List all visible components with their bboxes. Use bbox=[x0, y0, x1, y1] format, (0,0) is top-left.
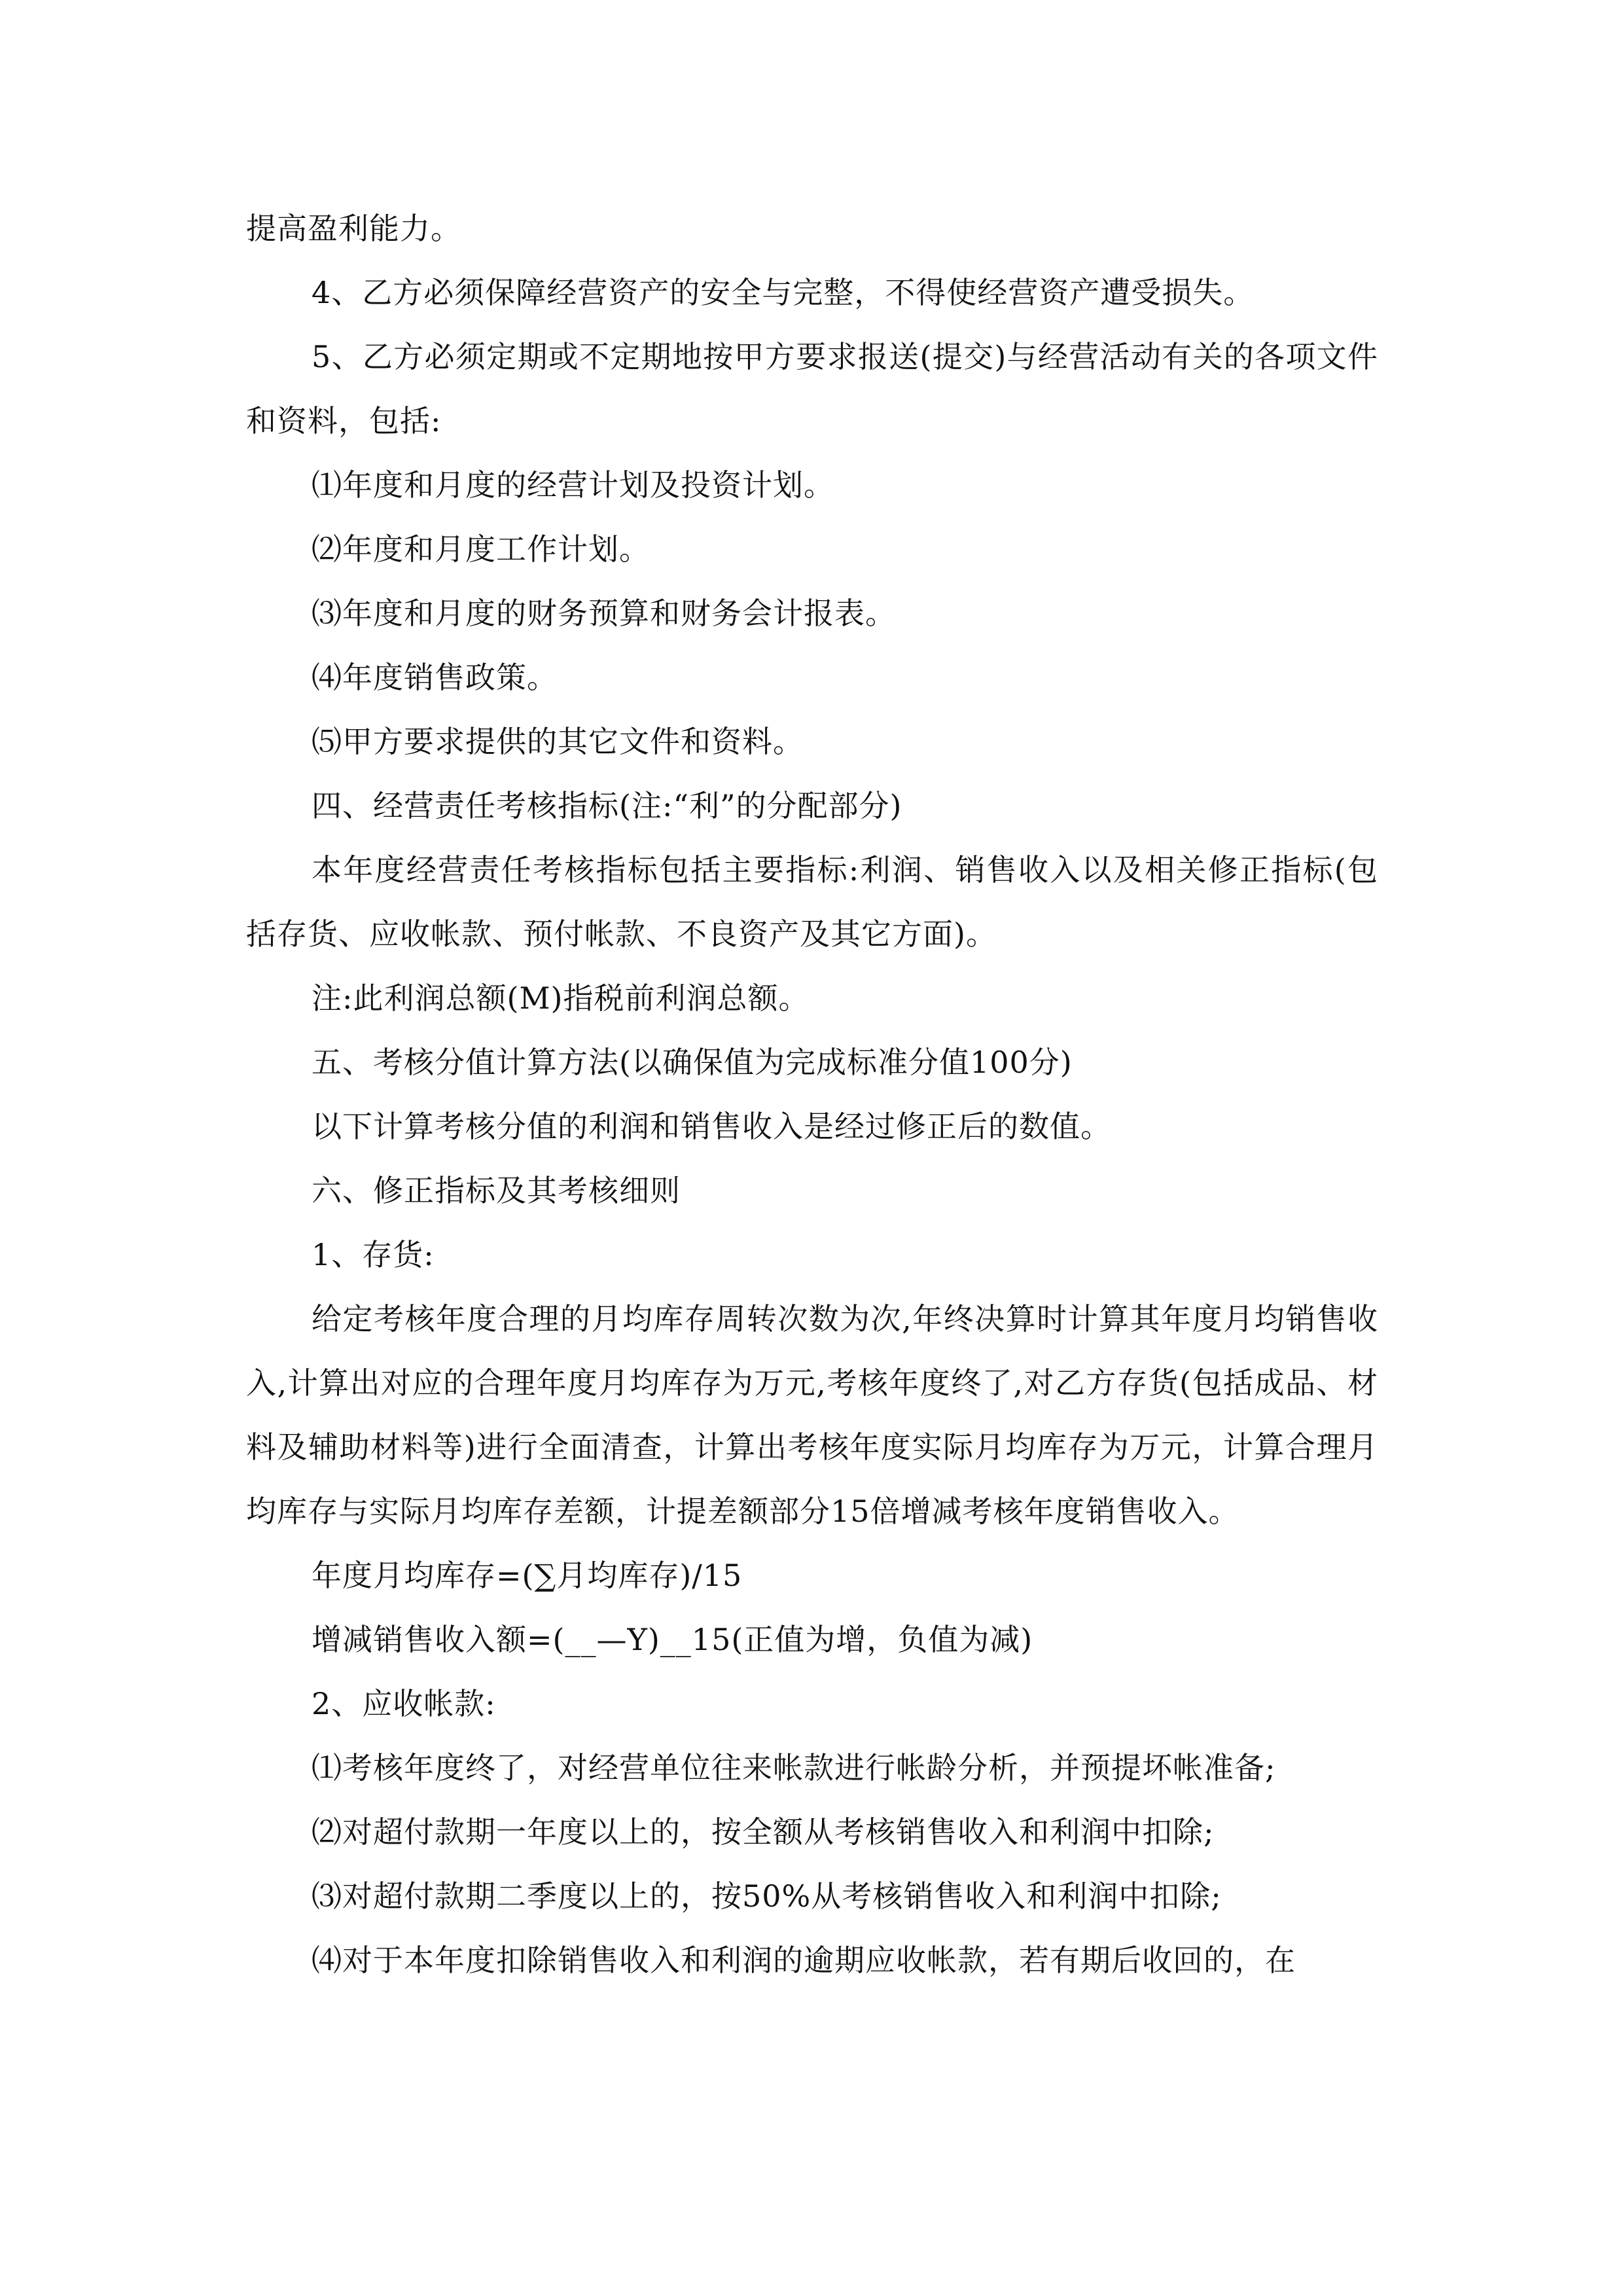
paragraph: 给定考核年度合理的月均库存周转次数为次,年终决算时计算其年度月均销售收入,计算出对应的合理年度月均库存为万元,考核年度终了,对乙方存货(包括成品、材料及辅助材料等)进行全面清查，计算出考核年度实际月均库存为万元，计算合理月均库存与实际月均库存差额，计提差额部分15倍增减考核年度销售收入。 bbox=[246, 1301, 1378, 1529]
list-item: ⑵年度和月度工作计划。 bbox=[312, 531, 650, 567]
subsection-heading: 2、应收帐款: bbox=[312, 1686, 496, 1721]
paragraph: 4、乙方必须保障经营资产的安全与完整，不得使经营资产遭受损失。 bbox=[312, 275, 1255, 310]
list-item: ⑷年度销售政策。 bbox=[312, 660, 558, 695]
list-item: ⑵对超付款期一年度以上的，按全额从考核销售收入和利润中扣除; bbox=[312, 1814, 1215, 1850]
list-item: ⑶对超付款期二季度以上的，按50%从考核销售收入和利润中扣除; bbox=[312, 1878, 1222, 1914]
list-item: ⑶年度和月度的财务预算和财务会计报表。 bbox=[312, 596, 896, 631]
formula: 年度月均库存=(∑月均库存)/15 bbox=[312, 1558, 743, 1593]
list-item: ⑴年度和月度的经营计划及投资计划。 bbox=[312, 467, 834, 503]
paragraph: 5、乙方必须定期或不定期地按甲方要求报送(提交)与经营活动有关的各项文件和资料，包括: bbox=[246, 339, 1378, 439]
section-heading: 五、考核分值计算方法(以确保值为完成标准分值100分) bbox=[312, 1045, 1073, 1080]
list-item: ⑸甲方要求提供的其它文件和资料。 bbox=[312, 724, 804, 759]
document-body bbox=[246, 196, 1378, 1992]
formula: 增减销售收入额=(__—Y)__15(正值为增，负值为减) bbox=[312, 1622, 1033, 1657]
paragraph: 本年度经营责任考核指标包括主要指标:利润、销售收入以及相关修正指标(包括存货、应收帐款、预付帐款、不良资产及其它方面)。 bbox=[246, 852, 1378, 952]
note: 注:此利润总额(M)指税前利润总额。 bbox=[312, 980, 810, 1016]
paragraph: 提高盈利能力。 bbox=[246, 211, 461, 246]
subsection-heading: 1、存货: bbox=[312, 1237, 435, 1272]
list-item: ⑷对于本年度扣除销售收入和利润的逾期应收帐款，若有期后收回的，在 bbox=[312, 1943, 1296, 1978]
list-item: ⑴考核年度终了，对经营单位往来帐款进行帐龄分析，并预提坏帐准备; bbox=[312, 1750, 1276, 1785]
section-heading: 六、修正指标及其考核细则 bbox=[312, 1173, 681, 1208]
paragraph: 以下计算考核分值的利润和销售收入是经过修正后的数值。 bbox=[312, 1109, 1111, 1144]
section-heading: 四、经营责任考核指标(注:“利”的分配部分) bbox=[312, 788, 902, 823]
